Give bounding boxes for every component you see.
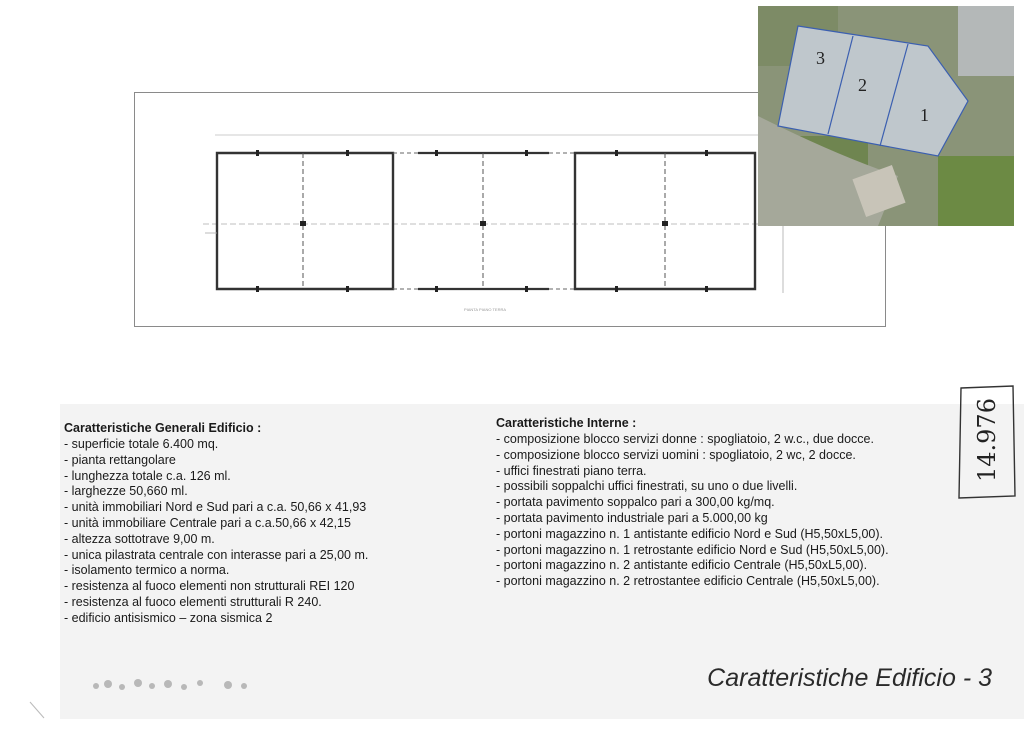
internal-features-title: Caratteristiche Interne : [496,416,637,430]
list-item: - possibili soppalchi uffici finestrati, su uno o due livelli. [496,479,798,494]
list-item: - lunghezza totale c.a. 126 ml. [64,468,231,483]
list-item: - composizione blocco servizi uomini : spogliatoio, 2 wc, 2 docce. [496,447,856,462]
list-item: - isolamento termico a norma. [64,563,230,578]
list-item: - resistenza al fuoco elementi non strutturali REI 120 [64,579,355,594]
scan-corner-mark [28,700,48,720]
list-item: - resistenza al fuoco elementi strutturali R 240. [64,594,322,609]
aerial-label-2: 2 [858,75,867,95]
list-item: - portoni magazzino n. 2 retrostantee edificio Centrale (H5,50xL5,00). [496,574,880,589]
aerial-label-1: 1 [920,105,929,125]
general-features-title: Caratteristiche Generali Edificio : [64,421,262,435]
list-item: - portoni magazzino n. 1 antistante edificio Nord e Sud (H5,50xL5,00). [496,526,884,541]
list-item: - portoni magazzino n. 1 retrostante edificio Nord e Sud (H5,50xL5,00). [496,542,889,557]
list-item: - unità immobiliari Nord e Sud pari a c.a. 50,66 x 41,93 [64,500,367,515]
list-item: - portoni magazzino n. 2 antistante edificio Centrale (H5,50xL5,00). [496,558,868,573]
list-item: - composizione blocco servizi donne : spogliatoio, 2 w.c., due docce. [496,432,874,446]
plan-note: PIANTA PIANO TERRA [463,307,507,312]
handwritten-number: 14.976 [973,398,1001,482]
list-item: - uffici finestrati piano terra. [496,463,647,478]
list-item: - unica pilastrata centrale con interasse pari a 25,00 m. [64,547,369,562]
list-item: - portata pavimento soppalco pari a 300,00 kg/mq. [496,495,775,510]
list-item: - pianta rettangolare [64,452,176,467]
general-features-list [64,437,484,627]
list-item: - altezza sottotrave 9,00 m. [64,531,215,546]
list-item: - superficie totale 6.400 mq. [64,437,219,451]
list-item: - portata pavimento industriale pari a 5.000,00 kg [496,510,768,525]
footer-title: Caratteristiche Edificio - 3 [707,664,992,692]
internal-features-list [496,432,966,590]
list-item: - unità immobiliare Centrale pari a c.a.50,66 x 42,15 [64,515,351,530]
erased-logo-scribble [88,672,258,698]
handwritten-annotation [955,382,1019,502]
internal-features-section [496,416,966,590]
aerial-photo [758,6,1014,226]
aerial-label-3: 3 [816,48,825,68]
list-item: - edificio antisismico – zona sismica 2 [64,610,273,625]
list-item: - larghezze 50,660 ml. [64,484,188,499]
general-features-section [64,421,484,627]
